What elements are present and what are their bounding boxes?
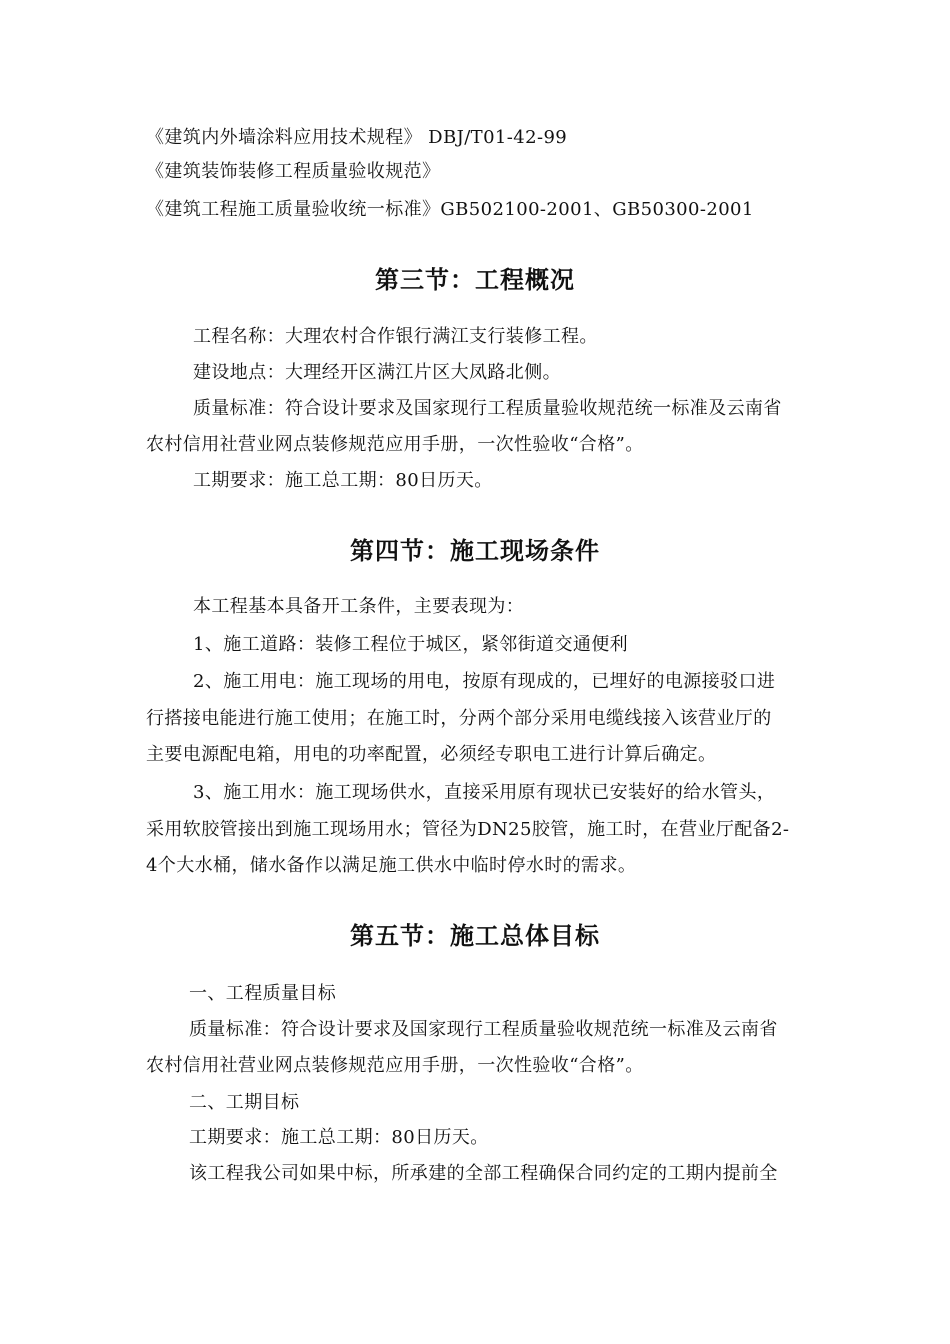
water-condition-line: 4个大水桶，储水备作以满足施工供水中临时停水时的需求。 — [146, 855, 637, 876]
reference-line: 《建筑工程施工质量验收统一标准》GB502100-2001、GB50300-2001 — [146, 199, 754, 220]
power-condition-line: 主要电源配电箱，用电的功率配置，必须经专职电工进行计算后确定。 — [146, 744, 717, 765]
quality-goal-title: 一、工程质量目标 — [189, 983, 337, 1004]
project-name-line: 工程名称：大理农村合作银行满江支行装修工程。 — [193, 326, 598, 347]
location-line: 建设地点：大理经开区满江片区大凤路北侧。 — [193, 362, 561, 383]
commitment-line: 该工程我公司如果中标，所承建的全部工程确保合同约定的工期内提前全 — [189, 1163, 778, 1184]
section-heading: 第四节：施工现场条件 — [350, 537, 600, 565]
section-heading: 第三节：工程概况 — [375, 266, 575, 294]
schedule-line: 工期要求：施工总工期：80日历天。 — [193, 470, 493, 491]
quality-goal-line: 质量标准：符合设计要求及国家现行工程质量验收规范统一标准及云南省 — [189, 1019, 778, 1040]
water-condition-line: 采用软胶管接出到施工现场用水；管径为DN25胶管，施工时，在营业厅配备2- — [146, 819, 790, 840]
schedule-goal-title: 二、工期目标 — [189, 1092, 300, 1113]
power-condition-line: 行搭接电能进行施工使用；在施工时，分两个部分采用电缆线接入该营业厅的 — [146, 708, 772, 729]
intro-line: 本工程基本具备开工条件，主要表现为： — [193, 596, 525, 617]
power-condition-line: 2、施工用电：施工现场的用电，按原有现成的，已埋好的电源接驳口进 — [193, 671, 776, 692]
quality-goal-line: 农村信用社营业网点装修规范应用手册，一次性验收“合格”。 — [146, 1055, 644, 1076]
quality-standard-line: 农村信用社营业网点装修规范应用手册，一次性验收“合格”。 — [146, 434, 644, 455]
section-heading: 第五节：施工总体目标 — [350, 922, 600, 950]
reference-line: 《建筑装饰装修工程质量验收规范》 — [146, 161, 441, 182]
water-condition-line: 3、施工用水：施工现场供水，直接采用原有现状已安装好的给水管头， — [193, 782, 776, 803]
road-condition-line: 1、施工道路：装修工程位于城区，紧邻街道交通便利 — [193, 634, 629, 655]
schedule-goal-line: 工期要求：施工总工期：80日历天。 — [189, 1127, 489, 1148]
reference-line: 《建筑内外墙涂料应用技术规程》 DBJ/T01-42-99 — [146, 127, 568, 148]
quality-standard-line: 质量标准：符合设计要求及国家现行工程质量验收规范统一标准及云南省 — [193, 398, 782, 419]
